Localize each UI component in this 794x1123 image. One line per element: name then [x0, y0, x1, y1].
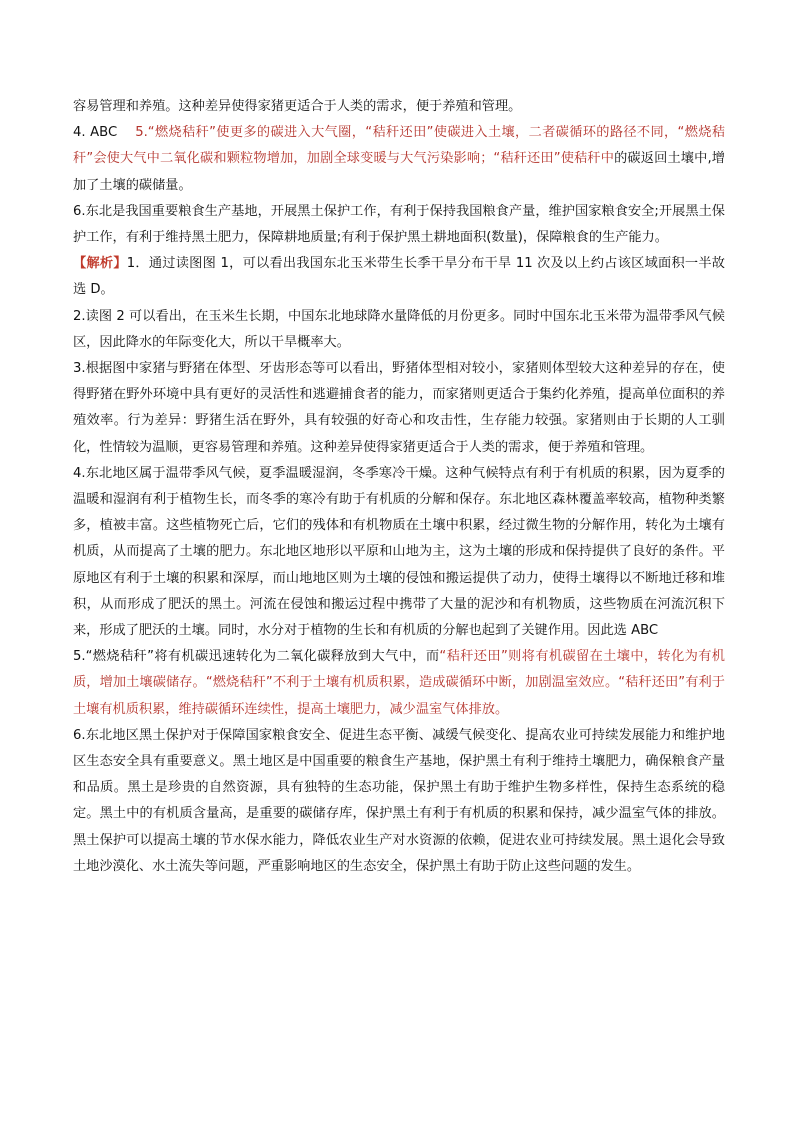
analysis-6: 6.东北地区黑土保护对于保障国家粮食安全、促进生态平衡、减缓气候变化、提高农业可持续发展能力和维护地区生态安全具有重要意义。黑土地区是中国重要的粮食生产基地，保护黑土有利于维持土壤肥力，确保粮食产量和品质。黑土是珍贵的自然资源，具有独特的生态功能，保护黑土有助于维护生物多样性，保持生态系统的稳定。黑土中的有机质含量高，是重要的碳储存库，保护黑土有利于有机质的积累和保持，减少温室气体的排放。黑土保护可以提高土壤的节水保水能力，降低农业生产对水资源的依赖，促进农业可持续发展。黑土退化会导致土地沙漠化、水土流失等问题，严重影响地区的生态安全，保护黑土有助于防止这些问题的发生。 — [73, 727, 725, 874]
answer-6: 6.东北是我国重要粮食生产基地，开展黑土保护工作，有利于保持我国粮食产量，维护国家粮食安全;开展黑土保护工作，有利于维持黑土肥力，保障耕地质量;有利于保护黑土耕地面积(数量)，保障粮食的生产能力。 — [73, 203, 725, 246]
answer-text-body — [73, 94, 725, 880]
answer-5-highlight: 5.“燃烧秸秆”使更多的碳进入大气圈，“秸秆还田”使碳进入土壤，二者碳循环的路径不同，“燃烧秸秆”会使大气中二氧化碳和颗粒物增加，加剧全球变暖与大气污染影响；“秸秆还田”使秸秆中 — [73, 125, 725, 167]
analysis-label: 【解析】 — [73, 256, 127, 272]
analysis-3: 3.根据图中家猪与野猪在体型、牙齿形态等可以看出，野猪体型相对较小，家猪则体型较大这种差异的存在，使得野猪在野外环境中具有更好的灵活性和逃避捕食者的能力，而家猪则更适合于集约化养殖，提高单位面积的养殖效率。行为差异：野猪生活在野外，具有较强的好奇心和攻击性，生存能力较强。家猪则由于长期的人工驯化，性情较为温顺，更容易管理和养殖。这种差异使得家猪更适合于人类的需求，便于养殖和管理。 — [73, 361, 725, 455]
analysis-5-b: “秸秆还田”则将有机碳留在土壤中，转化为有机质，增加土壤碳储存。 — [73, 649, 725, 691]
answer-4-5 — [73, 120, 725, 199]
analysis-1 — [73, 251, 725, 303]
analysis-5-a: 5.“燃烧秸秆”将有机碳迅速转化为二氧化碳释放到大气中，而 — [73, 649, 440, 665]
answer-4: 4. ABC — [73, 125, 118, 141]
analysis-4: 4.东北地区属于温带季风气候，夏季温暖湿润，冬季寒冷干燥。这种气候特点有利于有机质的积累，因为夏季的温暖和湿润有利于植物生长，而冬季的寒冷有助于有机质的分解和保存。东北地区森林覆盖率较高，植物种类繁多，植被丰富。这些植物死亡后，它们的残体和有机物质在土壤中积累，经过微生物的分解作用，转化为土壤有机质，从而提高了土壤的肥力。东北地区地形以平原和山地为主，这为土壤的形成和保持提供了良好的条件。平原地区有利于土壤的积累和深厚，而山地地区则为土壤的侵蚀和搬运提供了动力，使得土壤得以不断地迁移和堆积，从而形成了肥沃的黑土。河流在侵蚀和搬运过程中携带了大量的泥沙和有机物质，这些物质在河流沉积下来，形成了肥沃的土壤。同时，水分对于植物的生长和有机质的分解也起到了关键作用。因此选 ABC — [73, 465, 725, 639]
analysis-5-d: “秸秆还田”有利于土壤有机质积累，维持碳循环连续性，提高土壤肥力，减少温室气体排放。 — [73, 675, 725, 717]
analysis-2: 2.读图 2 可以看出，在玉米生长期，中国东北地球降水量降低的月份更多。同时中国东北玉米带为温带季风气候区，因此降水的年际变化大，所以干旱概率大。 — [73, 308, 725, 350]
analysis-1-text: 1．通过读图图 1，可以看出我国东北玉米带生长季干旱分布干旱 11 次及以上约占该区域面积一半故选 D。 — [73, 256, 725, 298]
answer-5-tail: 的碳返回土壤中,增加了土壤的碳储量。 — [73, 151, 725, 193]
analysis-5-c: “燃烧秸秆”不利于土壤有机质积累，造成碳循环中断，加剧温室效应。 — [205, 675, 619, 691]
analysis-5 — [73, 644, 725, 723]
answer-3-continued: 容易管理和养殖。这种差异使得家猪更适合于人类的需求，便于养殖和管理。 — [73, 99, 522, 114]
